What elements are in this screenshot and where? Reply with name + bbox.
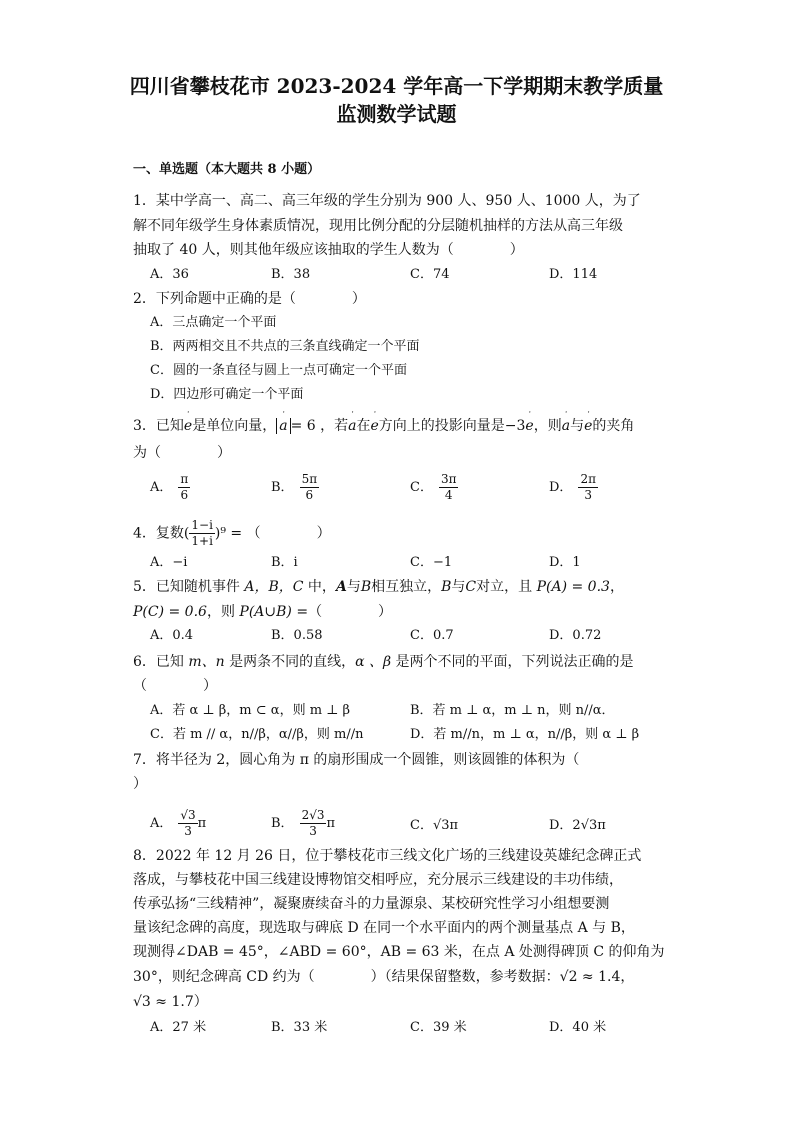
- vector-e: ˙ e: [584, 416, 592, 436]
- q5-option-d: D．0.72: [549, 628, 602, 643]
- q3-text-4: 在: [356, 418, 371, 434]
- q5-text-4: 相互独立，: [371, 579, 442, 595]
- q4-option-a: A．−i: [150, 555, 188, 570]
- fraction-numerator: 1−i: [191, 518, 213, 532]
- q6-option-d: D．若 m//n，m ⊥ α，n//β，则 α ⊥ β: [410, 727, 640, 742]
- q7-option-a: [150, 808, 206, 839]
- q3-option-c: [410, 472, 458, 503]
- q5-text-8: （ ）: [308, 604, 393, 620]
- q7-line2: ）: [133, 776, 147, 792]
- q2-option-c: C．圆的一条直径与圆上一点可确定一个平面: [150, 363, 407, 378]
- option-label: A．: [150, 480, 173, 495]
- q8-line2: 落成，与攀枝花中国三线建设博物馆交相呼应，充分展示三线建设的丰功伟绩，: [133, 872, 623, 888]
- vector-a: ˙ a: [562, 416, 570, 436]
- q5-event-a: A: [335, 579, 347, 595]
- q4-text-2: )⁹ = （ ）: [214, 525, 331, 542]
- vector-a: ˙ a: [348, 416, 356, 436]
- q6-text-1: 6．已知: [133, 654, 189, 670]
- fraction-denominator: 6: [305, 488, 314, 502]
- q8-option-d: D．40 米: [549, 1020, 607, 1035]
- option-tail: π: [197, 816, 207, 831]
- q3-option-a: [150, 472, 190, 503]
- q1-line3: 抽取了 40 人，则其他年级应该抽取的学生人数为（ ）: [133, 242, 524, 258]
- q5-option-c: C．0.7: [410, 628, 454, 643]
- vector-a: ˙ a: [279, 416, 287, 436]
- q4-option-b: B．i: [271, 555, 298, 570]
- fraction-denominator: 6: [180, 488, 189, 502]
- section-heading: 一、单选题（本大题共 8 小题）: [133, 162, 321, 177]
- page-title-line2: 监测数学试题: [336, 102, 457, 126]
- q6-text-2: 是两条不同的直线，: [224, 654, 356, 670]
- q8-option-b: B．33 米: [271, 1020, 328, 1035]
- q1-option-d: D．114: [549, 267, 598, 282]
- q2-option-a: A．三点确定一个平面: [150, 315, 277, 330]
- q7-option-d: D．2√3π: [549, 818, 606, 833]
- q3-text-8: 的夹角: [592, 418, 635, 434]
- q2-option-d: D．四边形可确定一个平面: [150, 387, 304, 402]
- q3-text-3: = 6 ，若: [290, 418, 349, 434]
- q6-option-b: B．若 m ⊥ α，m ⊥ n，则 n//α．: [410, 703, 615, 718]
- q5-event-b: B: [360, 579, 372, 595]
- q7-option-b: [271, 808, 335, 839]
- q5-event-b: B: [441, 579, 452, 595]
- q3-line2: 为（ ）: [133, 445, 231, 461]
- q5-text-2: 中，: [303, 579, 336, 595]
- q1-option-a: A．36: [150, 267, 189, 282]
- q1-option-c: C．74: [410, 267, 450, 282]
- option-tail: π: [326, 816, 336, 831]
- q5-text-1: 5．已知随机事件: [133, 579, 245, 595]
- q5-prob-union: P(A∪B) =: [239, 604, 309, 620]
- q7-option-c: C．√3π: [410, 818, 459, 833]
- option-label: D．: [549, 480, 573, 495]
- q1-option-b: B．38: [271, 267, 311, 282]
- q5-line1: [133, 577, 624, 597]
- q8-option-a: A．27 米: [150, 1020, 207, 1035]
- q5-text-3: 与: [346, 579, 361, 595]
- q5-event-c: C: [465, 579, 477, 595]
- q3-text-2: 是单位向量，: [192, 418, 277, 434]
- q8-line7: √3 ≈ 1.7）: [133, 994, 208, 1010]
- page-title-line1: 四川省攀枝花市 2023-2024 学年高一下学期期末教学质量: [129, 74, 664, 98]
- vector-e: ˙ e: [370, 416, 378, 436]
- q5-line2: [133, 602, 392, 622]
- fraction-numerator: 5π: [301, 472, 318, 486]
- q5-text-7: ，则: [206, 604, 240, 620]
- q6-lines: m、n: [188, 654, 225, 670]
- q4-stem: [133, 518, 331, 549]
- q6-option-c: C．若 m // α，n//β，α//β，则 m//n: [150, 727, 364, 742]
- option-label: C．: [410, 480, 433, 495]
- q7-line1: 7．将半径为 2，圆心角为 π 的扇形围成一个圆锥，则该圆锥的体积为（: [133, 752, 580, 768]
- q3-option-b: [271, 472, 319, 503]
- q8-option-c: C．39 米: [410, 1020, 467, 1035]
- q3-text-5: 方向上的投影向量是: [378, 418, 505, 434]
- q3-option-d: [549, 472, 598, 503]
- q8-line5: 现测得∠DAB = 45°，∠ABD = 60°，AB = 63 米，在点 A 处测得碑顶 C 的仰角为: [133, 944, 665, 960]
- fraction-numerator: 2√3: [301, 808, 325, 822]
- q5-comma: ，: [609, 579, 624, 595]
- q8-line6: 30°，则纪念碑高 CD 约为（ ）（结果保留整数，参考数据：√2 ≈ 1.4，: [133, 969, 635, 985]
- q2-option-b: B．两两相交且不共点的三条直线确定一个平面: [150, 339, 420, 354]
- q5-text-5: 与: [451, 579, 466, 595]
- q6-line1: [133, 652, 634, 672]
- vector-e: ˙ e: [525, 416, 533, 436]
- fraction-numerator: 3π: [440, 472, 457, 486]
- q6-planes: α 、β: [355, 654, 392, 670]
- q2-stem: 2．下列命题中正确的是（ ）: [133, 291, 366, 307]
- q5-prob-c: P(C) = 0.6: [133, 604, 207, 620]
- q4-option-c: C．−1: [410, 555, 453, 570]
- q5-option-b: B．0.58: [271, 628, 323, 643]
- q3-text-6: ，则: [533, 418, 562, 434]
- q6-option-a: A．若 α ⊥ β，m ⊂ α，则 m ⊥ β: [150, 703, 351, 718]
- option-label: A．: [150, 816, 173, 831]
- q4-text-1: 4．复数(: [133, 525, 190, 542]
- fraction-denominator: 1+i: [191, 534, 213, 548]
- q6-line2: （ ）: [133, 678, 217, 694]
- option-label: B．: [271, 816, 294, 831]
- q5-option-a: A．0.4: [150, 628, 194, 643]
- q5-prob-a: P(A) = 0.3: [536, 579, 610, 595]
- option-label: B．: [271, 480, 294, 495]
- q4-option-d: D．1: [549, 555, 581, 570]
- q6-text-3: 是两个不同的平面，下列说法正确的是: [391, 654, 634, 670]
- fraction-denominator: 3: [184, 824, 192, 838]
- fraction-numerator: √3: [180, 808, 196, 822]
- fraction-denominator: 4: [444, 488, 453, 502]
- fraction-numerator: 2π: [580, 472, 596, 486]
- q8-line4: 量该纪念碑的高度，现选取与碑底 D 在同一个水平面内的两个测量基点 A 与 B，: [133, 920, 635, 936]
- fraction-numerator: π: [180, 472, 189, 486]
- q3-text-7: 与: [570, 418, 585, 434]
- fraction-denominator: 3: [309, 824, 317, 838]
- q8-line3: 传承弘扬“三线精神”，凝聚赓续奋斗的力量源泉、某校研究性学习小组想要测: [133, 896, 610, 912]
- q3-text-1: 3．已知: [133, 418, 184, 434]
- q5-events: A，B，C: [244, 579, 304, 595]
- q8-line1: 8．2022 年 12 月 26 日，位于攀枝花市三线文化广场的三线建设英雄纪念碑正式: [133, 848, 642, 864]
- q1-line1: 1．某中学高一、高二、高三年级的学生分别为 900 人、950 人、1000 人，为了: [133, 193, 641, 209]
- vector-e: ˙ e: [184, 416, 192, 436]
- fraction-denominator: 3: [584, 488, 593, 502]
- q3-coefficient: −3: [504, 418, 526, 434]
- q5-text-6: 对立，且: [476, 579, 537, 595]
- q1-line2: 解不同年级学生身体素质情况，现用比例分配的分层随机抽样的方法从高三年级: [133, 218, 623, 234]
- q3-line1: [133, 416, 634, 436]
